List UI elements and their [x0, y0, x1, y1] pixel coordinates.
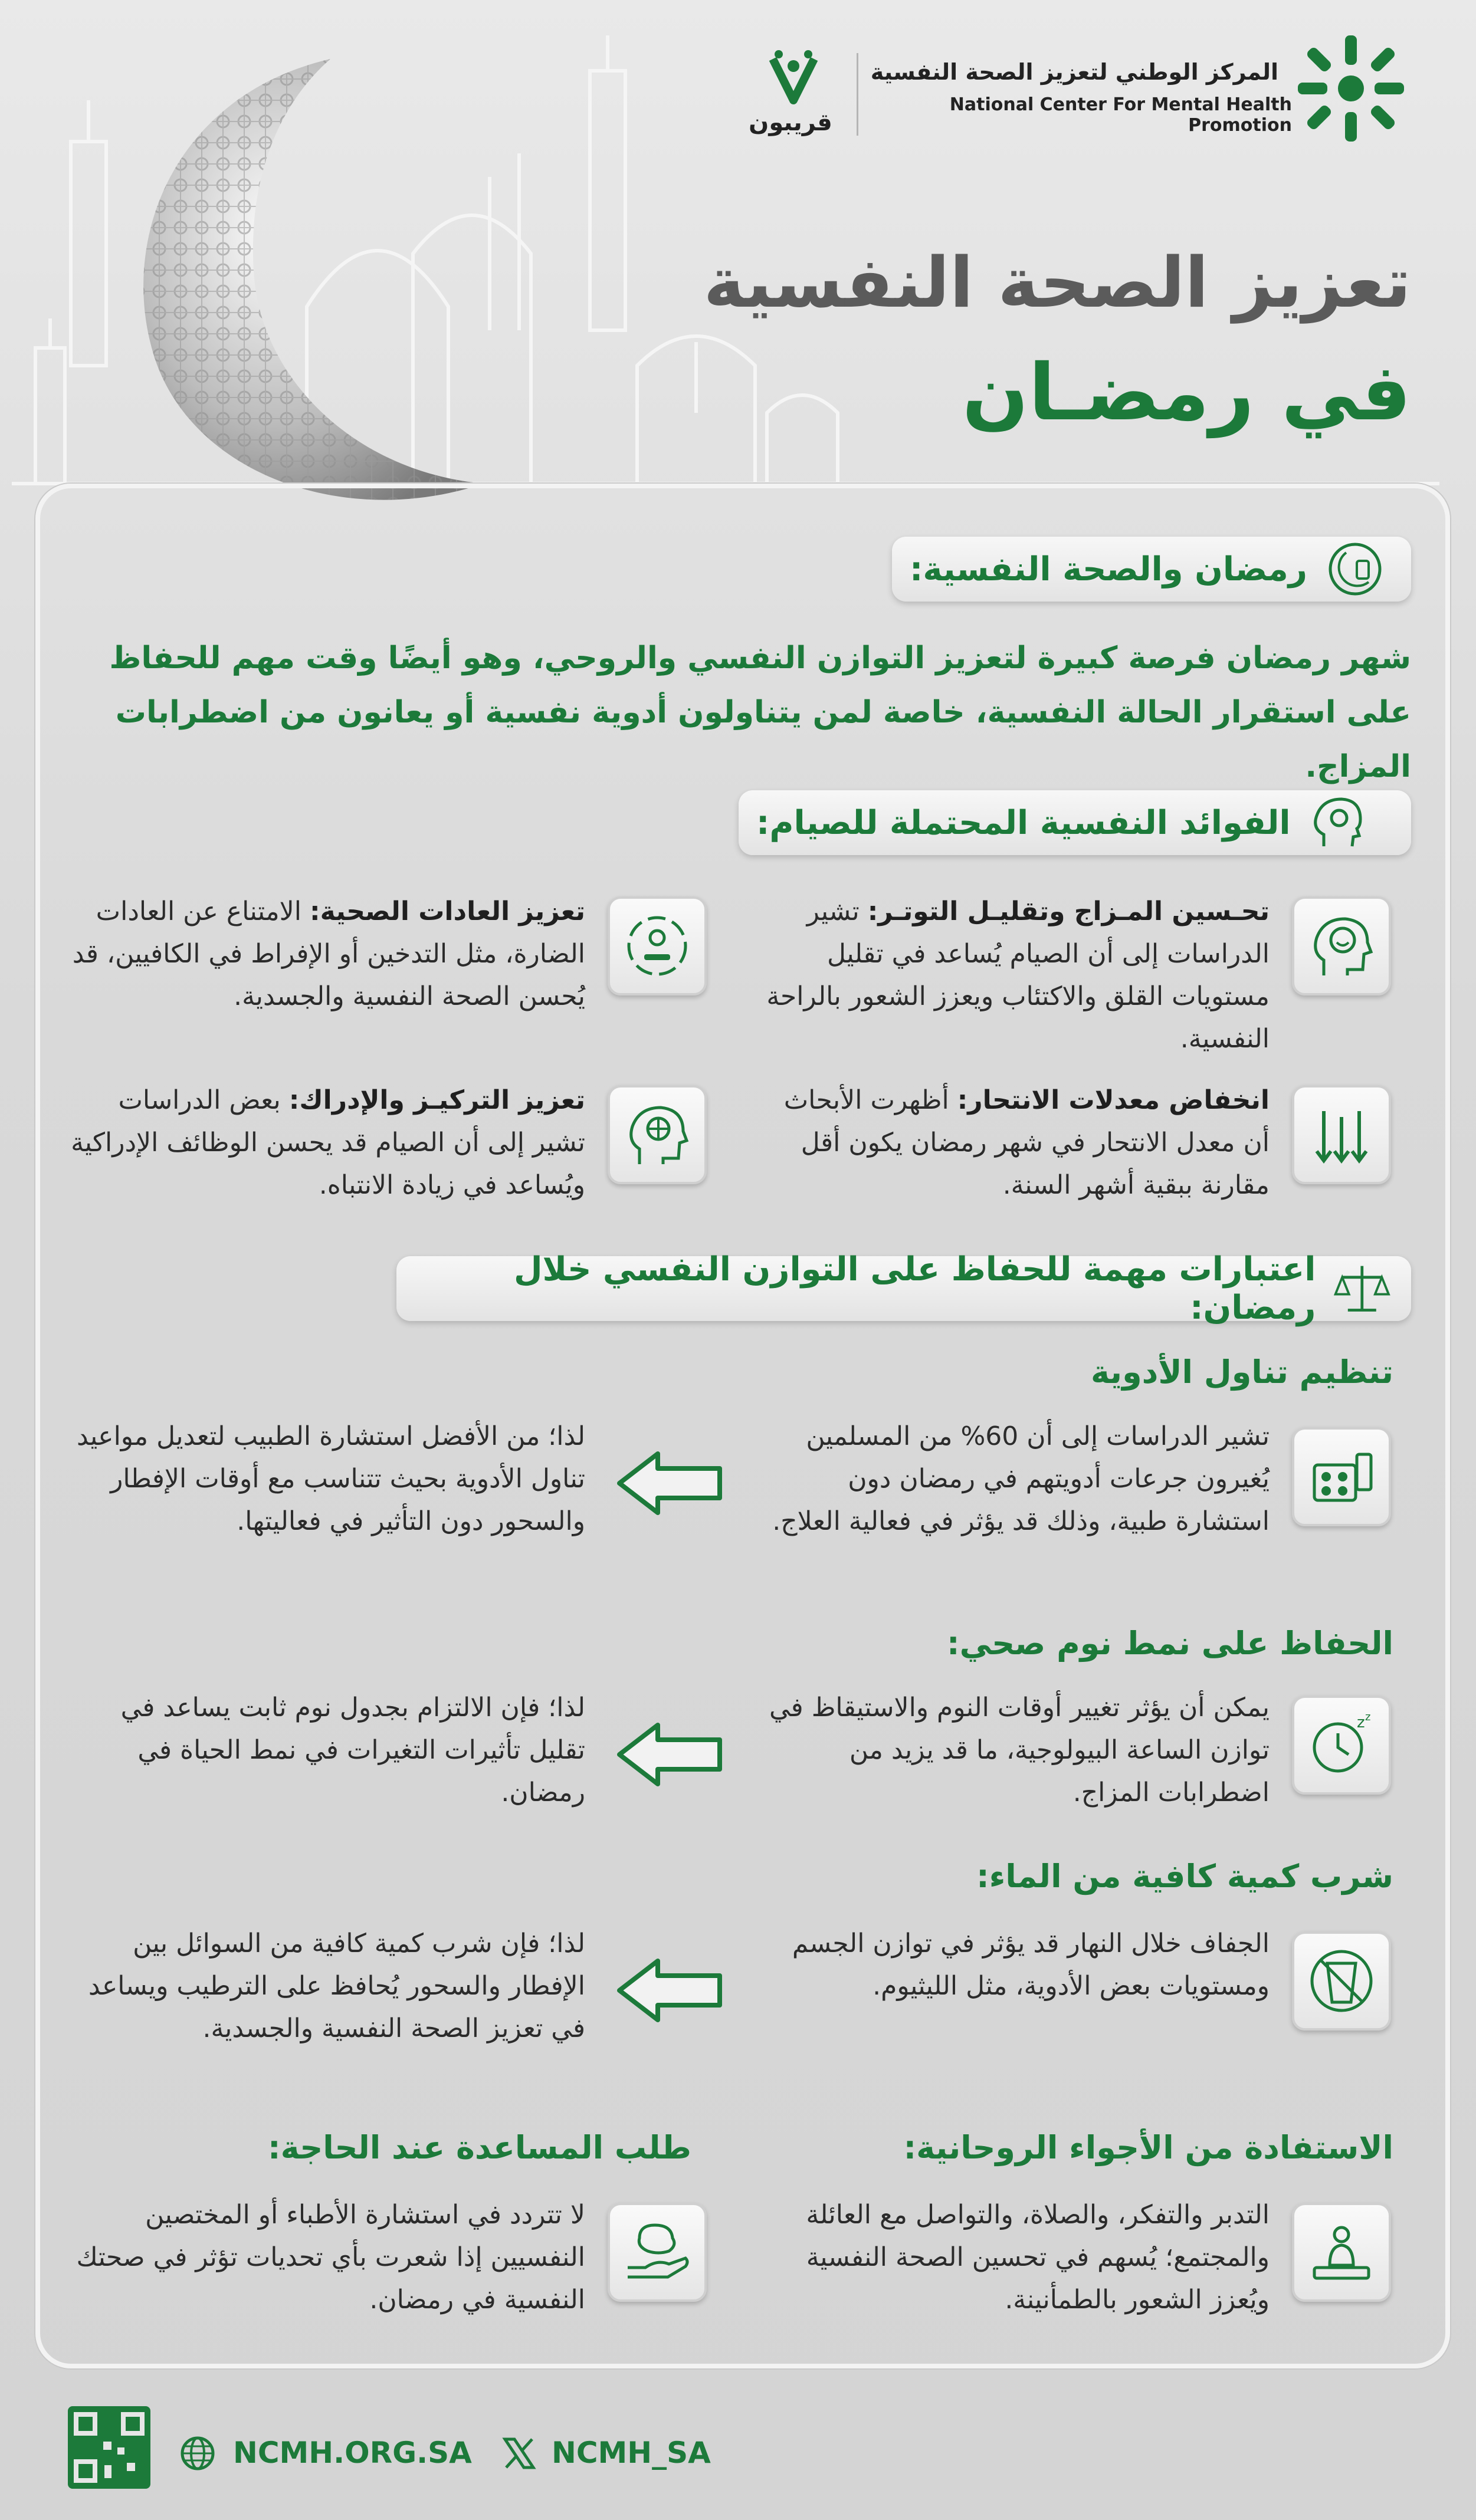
prayer-icon [1306, 2217, 1377, 2288]
consideration-icon-box [1292, 1427, 1391, 1526]
section1-body: شهر رمضان فرصة كبيرة لتعزيز التوازن النفسي والروحي، وهو أيضًا وقت مهم للحفاظ على استقرار الحالة النفسية، خاصة لمن يتناولون أدوية نفسية أو يعانون من اضطرابات المزاج. [109, 640, 1411, 784]
page-title-line1: تعزيز الصحة النفسية [703, 242, 1411, 323]
consideration-icon-box [1292, 1931, 1391, 2031]
medication-icon [1306, 1441, 1377, 1512]
globe-icon [180, 2436, 215, 2471]
section-heading-ramadan-mental-health [892, 537, 1411, 602]
page-title-line2: في رمضـان [962, 347, 1411, 438]
benefit-icon-box [1292, 896, 1391, 995]
consideration-advice: لذا؛ من الأفضل استشارة الطبيب لتعديل مواعيد تناول الأدوية بحيث تتناسب مع أوقات الإفطار والسحور دون التأثير في فعاليتها. [76, 1421, 585, 1536]
arrow-left-icon [616, 1722, 723, 1787]
partner-logo-icon [761, 47, 826, 106]
seek-help-text: لا تتردد في استشارة الأطباء أو المختصين النفسيين إذا شعرت بأي تحديات تؤثر في صحتك النفسية في رمضان. [76, 2200, 585, 2315]
section-heading-considerations [396, 1250, 1411, 1327]
consideration-problem: يمكن أن يؤثر تغيير أوقات النوم والاستيقاظ في توازن الساعة البيولوجية، ما قد يزيد من اضطرابات المزاج. [769, 1693, 1270, 1808]
benefit-mood: تحـسين المـزاج وتقليـل التوتـر: تشير الدراسات إلى أن الصيام يُساعد في تقليل مستويات القلق والاكتئاب ويعزز الشعور بالراحة النفسية. [766, 896, 1270, 1054]
crescent-moon-illustration [106, 47, 590, 531]
svg-text:z: z [1365, 1711, 1371, 1723]
org-name-ar: المركز الوطني لتعزيز الصحة النفسية [870, 59, 1278, 85]
crescent-lantern-icon [1323, 540, 1388, 599]
spiritual-text: التدبر والتفكر، والصلاة، والتواصل مع العائلة والمجتمع؛ يُسهم في تحسين الصحة النفسية ويُعزز الشعور بالطمأنينة. [806, 2200, 1270, 2315]
consideration-advice: لذا؛ فإن الالتزام بجدول نوم ثابت يساعد في تقليل تأثيرات التغيرات في نمط الحياة في رمضان. [120, 1693, 585, 1808]
consideration-title: تنظيم تناول الأدوية [1091, 1353, 1393, 1391]
benefit-habits: تعزيز العادات الصحية: الامتناع عن العادات الضارة، مثل التدخين أو الإفراط في الكافيين، قد يُحسن الصحة النفسية والجسدية. [72, 896, 585, 1011]
helping-hand-icon [622, 2217, 693, 2288]
consideration-problem: تشير الدراسات إلى أن 60% من المسلمين يُغيرون جرعات أدويتهم في رمضان دون استشارة طبية، وذلك قد يؤثر في فعالية العلاج. [772, 1421, 1270, 1536]
sleep-clock-icon [1306, 1710, 1377, 1780]
benefit-focus: تعزيز التركيـز والإدراك: بعض الدراسات تشير إلى أن الصيام قد يحسن الوظائف الإدراكية ويُساعد في زيادة الانتباه. [71, 1085, 585, 1200]
section-heading-text: رمضان والصحة النفسية: [910, 550, 1308, 589]
x-logo-icon [501, 2436, 537, 2471]
x-handle-link[interactable]: NCMH_SA [552, 2436, 711, 2470]
consideration-title: الحفاظ على نمط نوم صحي: [946, 1625, 1393, 1662]
consideration-icon-box [1292, 1696, 1391, 1795]
benefit-icon-box [608, 1085, 707, 1184]
consideration-advice: لذا؛ فإن شرب كمية كافية من السوائل بين الإفطار والسحور يُحافظ على الترطيب ويساعد في تعزيز الصحة النفسية والجسدية. [88, 1928, 585, 2043]
consideration-problem: الجفاف خلال النهار قد يؤثر في توازن الجسم ومستويات بعض الأدوية، مثل الليثيوم. [792, 1928, 1270, 2001]
benefit-suicide-rates: انخفاض معدلات الانتحار: أظهرت الأبحاث أن معدل الانتحار في شهر رمضان يكون أقل مقارنة ببقية أشهر السنة. [783, 1085, 1270, 1200]
decrease-arrows-icon [1306, 1099, 1377, 1170]
arrow-left-icon [616, 1958, 723, 2023]
brain-focus-icon [622, 1099, 693, 1170]
seek-help-title: طلب المساعدة عند الحاجة: [267, 2129, 691, 2166]
spiritual-title: الاستفادة من الأجواء الروحانية: [903, 2129, 1393, 2166]
healthy-habits-icon [622, 911, 693, 981]
ncmh-logo-icon [1292, 29, 1410, 147]
water-glass-icon [1306, 1946, 1377, 2016]
section-heading-text: الفوائد النفسية المحتملة للصيام: [756, 803, 1291, 842]
arrow-left-icon [616, 1451, 723, 1516]
qr-code-icon [68, 2406, 150, 2489]
partner-name: قريبون [749, 109, 832, 136]
header-divider [857, 53, 858, 136]
spiritual-icon-box [1292, 2203, 1391, 2302]
section-heading-fasting-benefits [739, 790, 1411, 855]
seek-help-icon-box [608, 2203, 707, 2302]
consideration-title: شرب كمية كافية من الماء: [976, 1858, 1393, 1895]
website-link[interactable]: NCMH.ORG.SA [233, 2436, 472, 2470]
benefit-icon-box [608, 896, 707, 995]
head-gear-icon [1306, 793, 1371, 852]
org-name-en: National Center For Mental Health Promotion [949, 94, 1292, 136]
balance-scale-icon [1331, 1259, 1393, 1318]
benefit-icon-box [1292, 1085, 1391, 1184]
section-heading-text: اعتبارات مهمة للحفاظ على التوازن النفسي خلال رمضان: [513, 1250, 1316, 1327]
svg-text:z: z [1357, 1714, 1365, 1732]
happy-mind-icon [1306, 911, 1377, 981]
